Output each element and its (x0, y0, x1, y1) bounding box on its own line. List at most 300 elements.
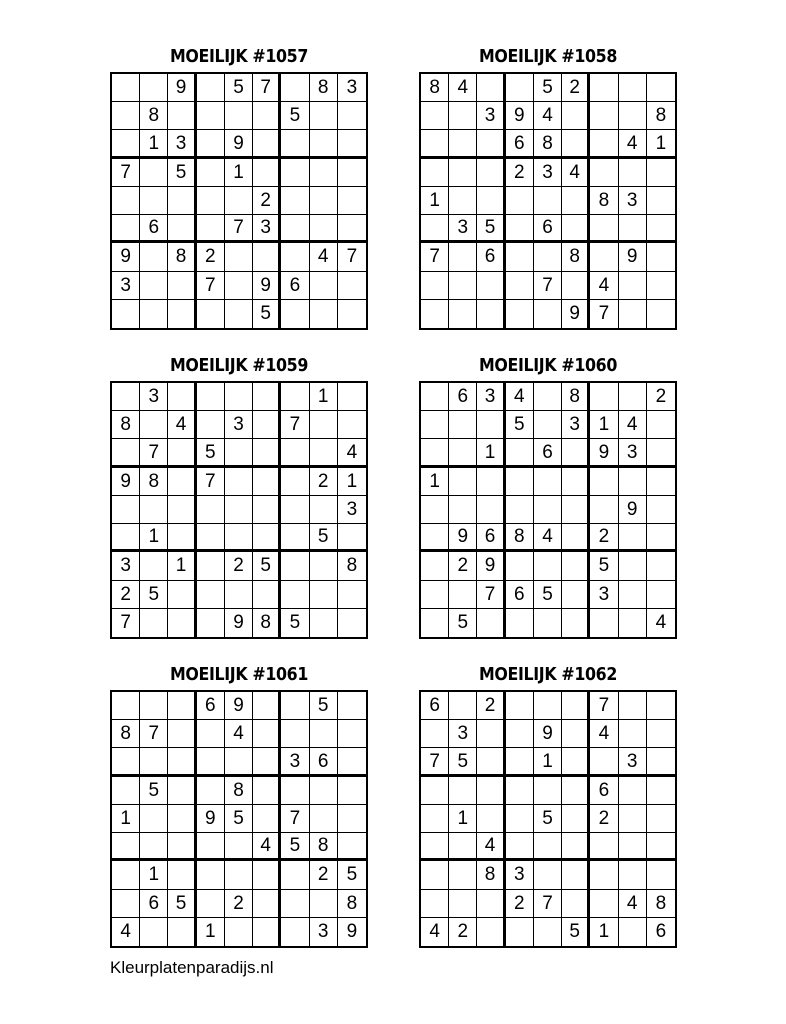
sudoku-cell[interactable] (506, 609, 534, 637)
sudoku-cell[interactable]: 6 (140, 215, 168, 243)
sudoku-cell[interactable]: 7 (140, 439, 168, 467)
sudoku-cell[interactable]: 7 (281, 411, 309, 439)
sudoku-cell[interactable] (506, 918, 534, 946)
sudoku-cell[interactable]: 3 (310, 918, 338, 946)
sudoku-cell[interactable] (253, 524, 281, 552)
sudoku-cell[interactable] (421, 805, 449, 833)
sudoku-cell[interactable] (140, 187, 168, 215)
sudoku-cell[interactable]: 7 (112, 159, 140, 187)
sudoku-cell[interactable] (647, 720, 675, 748)
sudoku-cell[interactable] (253, 918, 281, 946)
sudoku-cell[interactable] (310, 581, 338, 609)
sudoku-cell[interactable]: 2 (590, 805, 618, 833)
sudoku-cell[interactable]: 1 (421, 468, 449, 496)
sudoku-cell[interactable] (590, 861, 618, 889)
sudoku-cell[interactable] (281, 215, 309, 243)
sudoku-cell[interactable] (421, 159, 449, 187)
sudoku-cell[interactable] (534, 918, 562, 946)
sudoku-cell[interactable] (112, 74, 140, 102)
sudoku-cell[interactable] (310, 102, 338, 130)
sudoku-cell[interactable]: 5 (534, 581, 562, 609)
sudoku-cell[interactable] (253, 720, 281, 748)
sudoku-cell[interactable] (310, 272, 338, 300)
sudoku-cell[interactable] (477, 890, 505, 918)
sudoku-cell[interactable] (310, 720, 338, 748)
sudoku-cell[interactable] (225, 272, 253, 300)
sudoku-cell[interactable] (168, 748, 196, 776)
sudoku-cell[interactable] (449, 411, 477, 439)
sudoku-cell[interactable] (619, 692, 647, 720)
sudoku-cell[interactable] (421, 552, 449, 580)
sudoku-cell[interactable] (253, 243, 281, 271)
sudoku-cell[interactable] (112, 300, 140, 328)
sudoku-cell[interactable] (506, 300, 534, 328)
sudoku-cell[interactable] (168, 300, 196, 328)
sudoku-cell[interactable] (534, 833, 562, 861)
sudoku-cell[interactable] (449, 581, 477, 609)
sudoku-cell[interactable]: 2 (506, 159, 534, 187)
sudoku-cell[interactable] (562, 609, 590, 637)
sudoku-cell[interactable] (112, 439, 140, 467)
sudoku-cell[interactable] (619, 918, 647, 946)
sudoku-cell[interactable]: 7 (140, 720, 168, 748)
sudoku-cell[interactable] (197, 383, 225, 411)
sudoku-cell[interactable] (197, 524, 225, 552)
sudoku-cell[interactable]: 5 (168, 159, 196, 187)
sudoku-cell[interactable] (647, 439, 675, 467)
sudoku-cell[interactable] (310, 215, 338, 243)
sudoku-cell[interactable] (197, 720, 225, 748)
sudoku-cell[interactable] (619, 833, 647, 861)
sudoku-cell[interactable] (506, 187, 534, 215)
sudoku-cell[interactable] (647, 411, 675, 439)
sudoku-cell[interactable] (281, 552, 309, 580)
sudoku-cell[interactable]: 4 (168, 411, 196, 439)
sudoku-cell[interactable]: 3 (619, 748, 647, 776)
sudoku-cell[interactable]: 1 (140, 524, 168, 552)
sudoku-cell[interactable] (506, 777, 534, 805)
sudoku-cell[interactable] (140, 918, 168, 946)
sudoku-cell[interactable]: 2 (225, 890, 253, 918)
sudoku-cell[interactable] (619, 215, 647, 243)
sudoku-cell[interactable] (310, 805, 338, 833)
sudoku-cell[interactable] (281, 692, 309, 720)
sudoku-cell[interactable]: 5 (449, 609, 477, 637)
sudoku-cell[interactable]: 8 (477, 861, 505, 889)
sudoku-cell[interactable] (225, 918, 253, 946)
sudoku-cell[interactable] (168, 496, 196, 524)
sudoku-cell[interactable] (647, 187, 675, 215)
sudoku-cell[interactable] (647, 692, 675, 720)
sudoku-cell[interactable]: 6 (449, 383, 477, 411)
sudoku-cell[interactable]: 8 (647, 102, 675, 130)
sudoku-cell[interactable] (477, 496, 505, 524)
sudoku-cell[interactable] (477, 411, 505, 439)
sudoku-cell[interactable] (449, 439, 477, 467)
sudoku-cell[interactable]: 5 (590, 552, 618, 580)
sudoku-cell[interactable] (338, 130, 366, 158)
sudoku-cell[interactable] (421, 102, 449, 130)
sudoku-cell[interactable] (647, 552, 675, 580)
sudoku-cell[interactable] (619, 383, 647, 411)
sudoku-cell[interactable] (562, 833, 590, 861)
sudoku-cell[interactable] (281, 861, 309, 889)
sudoku-cell[interactable]: 5 (225, 805, 253, 833)
sudoku-cell[interactable] (338, 720, 366, 748)
sudoku-cell[interactable] (112, 833, 140, 861)
sudoku-cell[interactable]: 5 (449, 748, 477, 776)
sudoku-cell[interactable] (647, 74, 675, 102)
sudoku-cell[interactable] (506, 833, 534, 861)
sudoku-cell[interactable]: 9 (449, 524, 477, 552)
sudoku-cell[interactable] (338, 692, 366, 720)
sudoku-cell[interactable] (310, 609, 338, 637)
sudoku-cell[interactable] (253, 130, 281, 158)
sudoku-cell[interactable] (421, 720, 449, 748)
sudoku-cell[interactable] (197, 130, 225, 158)
sudoku-cell[interactable] (168, 468, 196, 496)
sudoku-cell[interactable] (253, 496, 281, 524)
sudoku-cell[interactable]: 1 (197, 918, 225, 946)
sudoku-cell[interactable] (562, 777, 590, 805)
sudoku-cell[interactable] (281, 130, 309, 158)
sudoku-cell[interactable] (562, 805, 590, 833)
sudoku-cell[interactable] (562, 552, 590, 580)
sudoku-cell[interactable] (449, 159, 477, 187)
sudoku-cell[interactable]: 5 (338, 861, 366, 889)
sudoku-cell[interactable] (197, 74, 225, 102)
sudoku-cell[interactable] (477, 918, 505, 946)
sudoku-cell[interactable] (253, 890, 281, 918)
sudoku-cell[interactable]: 8 (310, 833, 338, 861)
sudoku-cell[interactable]: 7 (197, 468, 225, 496)
sudoku-cell[interactable] (168, 187, 196, 215)
sudoku-cell[interactable] (140, 272, 168, 300)
sudoku-cell[interactable] (253, 805, 281, 833)
sudoku-cell[interactable] (140, 833, 168, 861)
sudoku-cell[interactable] (562, 102, 590, 130)
sudoku-cell[interactable]: 3 (112, 552, 140, 580)
sudoku-cell[interactable] (590, 496, 618, 524)
sudoku-cell[interactable] (112, 524, 140, 552)
sudoku-cell[interactable] (647, 215, 675, 243)
sudoku-cell[interactable] (590, 833, 618, 861)
sudoku-cell[interactable]: 3 (168, 130, 196, 158)
sudoku-cell[interactable]: 3 (590, 581, 618, 609)
sudoku-cell[interactable]: 6 (590, 777, 618, 805)
sudoku-cell[interactable] (168, 524, 196, 552)
sudoku-cell[interactable]: 7 (225, 215, 253, 243)
sudoku-cell[interactable]: 9 (112, 243, 140, 271)
sudoku-cell[interactable]: 2 (197, 243, 225, 271)
sudoku-cell[interactable] (477, 609, 505, 637)
sudoku-cell[interactable] (310, 159, 338, 187)
sudoku-cell[interactable] (421, 383, 449, 411)
sudoku-cell[interactable] (619, 468, 647, 496)
sudoku-cell[interactable] (140, 496, 168, 524)
sudoku-cell[interactable] (197, 159, 225, 187)
sudoku-cell[interactable]: 8 (590, 187, 618, 215)
sudoku-cell[interactable]: 2 (253, 187, 281, 215)
sudoku-cell[interactable]: 2 (477, 692, 505, 720)
sudoku-cell[interactable] (534, 692, 562, 720)
sudoku-cell[interactable]: 4 (619, 130, 647, 158)
sudoku-cell[interactable]: 1 (449, 805, 477, 833)
sudoku-cell[interactable]: 4 (225, 720, 253, 748)
sudoku-cell[interactable]: 5 (534, 805, 562, 833)
sudoku-cell[interactable]: 3 (562, 411, 590, 439)
sudoku-cell[interactable] (112, 383, 140, 411)
sudoku-cell[interactable] (619, 524, 647, 552)
sudoku-cell[interactable]: 1 (590, 918, 618, 946)
sudoku-cell[interactable]: 5 (506, 411, 534, 439)
sudoku-cell[interactable] (281, 300, 309, 328)
sudoku-cell[interactable] (253, 861, 281, 889)
sudoku-cell[interactable] (590, 102, 618, 130)
sudoku-cell[interactable]: 1 (140, 130, 168, 158)
sudoku-cell[interactable]: 3 (477, 383, 505, 411)
sudoku-cell[interactable]: 9 (112, 468, 140, 496)
sudoku-cell[interactable] (590, 243, 618, 271)
sudoku-cell[interactable] (562, 581, 590, 609)
sudoku-cell[interactable]: 4 (421, 918, 449, 946)
sudoku-cell[interactable] (421, 130, 449, 158)
sudoku-cell[interactable] (477, 187, 505, 215)
sudoku-cell[interactable] (647, 272, 675, 300)
sudoku-cell[interactable]: 8 (338, 552, 366, 580)
sudoku-cell[interactable] (506, 272, 534, 300)
sudoku-cell[interactable] (310, 187, 338, 215)
sudoku-cell[interactable]: 1 (534, 748, 562, 776)
sudoku-cell[interactable]: 6 (421, 692, 449, 720)
sudoku-cell[interactable] (168, 272, 196, 300)
sudoku-cell[interactable] (647, 496, 675, 524)
sudoku-cell[interactable] (197, 581, 225, 609)
sudoku-cell[interactable] (112, 748, 140, 776)
sudoku-cell[interactable]: 4 (534, 524, 562, 552)
sudoku-cell[interactable] (506, 468, 534, 496)
sudoku-cell[interactable]: 5 (225, 74, 253, 102)
sudoku-cell[interactable] (225, 861, 253, 889)
sudoku-cell[interactable]: 5 (310, 524, 338, 552)
sudoku-cell[interactable]: 9 (506, 102, 534, 130)
sudoku-cell[interactable] (590, 609, 618, 637)
sudoku-cell[interactable] (253, 581, 281, 609)
sudoku-cell[interactable] (168, 720, 196, 748)
sudoku-cell[interactable]: 3 (449, 720, 477, 748)
sudoku-cell[interactable] (140, 243, 168, 271)
sudoku-cell[interactable]: 4 (112, 918, 140, 946)
sudoku-cell[interactable]: 1 (310, 383, 338, 411)
sudoku-cell[interactable]: 8 (112, 720, 140, 748)
sudoku-cell[interactable] (619, 102, 647, 130)
sudoku-cell[interactable] (197, 609, 225, 637)
sudoku-cell[interactable] (168, 692, 196, 720)
sudoku-cell[interactable] (140, 748, 168, 776)
sudoku-cell[interactable] (534, 187, 562, 215)
sudoku-cell[interactable]: 6 (310, 748, 338, 776)
sudoku-cell[interactable]: 5 (477, 215, 505, 243)
sudoku-cell[interactable] (477, 130, 505, 158)
sudoku-cell[interactable] (338, 411, 366, 439)
sudoku-cell[interactable] (449, 468, 477, 496)
sudoku-cell[interactable] (421, 272, 449, 300)
sudoku-cell[interactable]: 5 (281, 102, 309, 130)
sudoku-cell[interactable]: 2 (562, 74, 590, 102)
sudoku-cell[interactable] (310, 130, 338, 158)
sudoku-cell[interactable] (647, 777, 675, 805)
sudoku-cell[interactable] (168, 215, 196, 243)
sudoku-cell[interactable] (590, 159, 618, 187)
sudoku-cell[interactable] (619, 300, 647, 328)
sudoku-cell[interactable]: 6 (534, 439, 562, 467)
sudoku-cell[interactable] (168, 609, 196, 637)
sudoku-cell[interactable] (619, 609, 647, 637)
sudoku-cell[interactable]: 8 (338, 890, 366, 918)
sudoku-cell[interactable]: 3 (619, 187, 647, 215)
sudoku-cell[interactable]: 8 (647, 890, 675, 918)
sudoku-cell[interactable] (225, 102, 253, 130)
sudoku-cell[interactable] (590, 890, 618, 918)
sudoku-cell[interactable] (421, 524, 449, 552)
sudoku-cell[interactable] (140, 805, 168, 833)
sudoku-cell[interactable] (562, 861, 590, 889)
sudoku-cell[interactable] (281, 890, 309, 918)
sudoku-cell[interactable] (197, 187, 225, 215)
sudoku-cell[interactable]: 8 (253, 609, 281, 637)
sudoku-cell[interactable] (281, 777, 309, 805)
sudoku-cell[interactable] (168, 439, 196, 467)
sudoku-cell[interactable]: 1 (590, 411, 618, 439)
sudoku-cell[interactable]: 5 (140, 581, 168, 609)
sudoku-cell[interactable] (338, 609, 366, 637)
sudoku-cell[interactable] (338, 833, 366, 861)
sudoku-cell[interactable]: 2 (449, 918, 477, 946)
sudoku-cell[interactable]: 8 (421, 74, 449, 102)
sudoku-cell[interactable] (562, 468, 590, 496)
sudoku-cell[interactable]: 5 (281, 833, 309, 861)
sudoku-cell[interactable]: 9 (477, 552, 505, 580)
sudoku-cell[interactable]: 4 (562, 159, 590, 187)
sudoku-cell[interactable] (449, 272, 477, 300)
sudoku-cell[interactable] (421, 777, 449, 805)
sudoku-cell[interactable] (647, 243, 675, 271)
sudoku-cell[interactable]: 7 (112, 609, 140, 637)
sudoku-cell[interactable] (647, 300, 675, 328)
sudoku-cell[interactable] (619, 552, 647, 580)
sudoku-cell[interactable]: 8 (310, 74, 338, 102)
sudoku-cell[interactable]: 6 (655, 921, 667, 943)
sudoku-cell[interactable]: 5 (281, 609, 309, 637)
sudoku-cell[interactable] (112, 130, 140, 158)
sudoku-cell[interactable]: 4 (590, 720, 618, 748)
sudoku-cell[interactable]: 2 (112, 581, 140, 609)
sudoku-cell[interactable] (225, 496, 253, 524)
sudoku-cell[interactable] (421, 581, 449, 609)
sudoku-cell[interactable]: 8 (112, 411, 140, 439)
sudoku-cell[interactable] (168, 777, 196, 805)
sudoku-cell[interactable] (338, 524, 366, 552)
sudoku-cell[interactable]: 3 (281, 748, 309, 776)
sudoku-cell[interactable]: 8 (562, 383, 590, 411)
sudoku-cell[interactable]: 4 (477, 833, 505, 861)
sudoku-cell[interactable] (225, 187, 253, 215)
sudoku-cell[interactable] (562, 215, 590, 243)
sudoku-cell[interactable] (281, 74, 309, 102)
sudoku-cell[interactable] (619, 805, 647, 833)
sudoku-cell[interactable]: 8 (140, 102, 168, 130)
sudoku-cell[interactable]: 7 (534, 890, 562, 918)
sudoku-cell[interactable] (338, 748, 366, 776)
sudoku-cell[interactable] (534, 861, 562, 889)
sudoku-cell[interactable]: 1 (112, 805, 140, 833)
sudoku-cell[interactable] (253, 468, 281, 496)
sudoku-cell[interactable] (619, 581, 647, 609)
sudoku-cell[interactable] (562, 272, 590, 300)
sudoku-cell[interactable] (338, 215, 366, 243)
sudoku-cell[interactable] (647, 581, 675, 609)
sudoku-cell[interactable]: 6 (140, 890, 168, 918)
sudoku-cell[interactable] (225, 748, 253, 776)
sudoku-cell[interactable] (197, 300, 225, 328)
sudoku-cell[interactable] (253, 439, 281, 467)
sudoku-cell[interactable] (421, 861, 449, 889)
sudoku-cell[interactable] (112, 890, 140, 918)
sudoku-cell[interactable]: 6 (281, 272, 309, 300)
sudoku-cell[interactable] (168, 581, 196, 609)
sudoku-cell[interactable] (477, 748, 505, 776)
sudoku-cell[interactable] (562, 496, 590, 524)
sudoku-cell[interactable]: 4 (590, 272, 618, 300)
sudoku-cell[interactable] (449, 102, 477, 130)
sudoku-cell[interactable] (281, 496, 309, 524)
sudoku-cell[interactable] (338, 805, 366, 833)
sudoku-cell[interactable] (477, 777, 505, 805)
sudoku-cell[interactable]: 3 (140, 383, 168, 411)
sudoku-cell[interactable]: 2 (310, 861, 338, 889)
sudoku-cell[interactable] (477, 468, 505, 496)
sudoku-cell[interactable]: 3 (506, 861, 534, 889)
sudoku-cell[interactable] (310, 890, 338, 918)
sudoku-cell[interactable] (310, 300, 338, 328)
sudoku-cell[interactable]: 9 (253, 272, 281, 300)
sudoku-cell[interactable] (590, 383, 618, 411)
sudoku-cell[interactable] (197, 411, 225, 439)
sudoku-cell[interactable] (449, 300, 477, 328)
sudoku-cell[interactable] (647, 805, 675, 833)
sudoku-cell[interactable] (449, 130, 477, 158)
sudoku-cell[interactable] (421, 496, 449, 524)
sudoku-cell[interactable] (225, 243, 253, 271)
sudoku-cell[interactable] (338, 581, 366, 609)
sudoku-cell[interactable] (168, 918, 196, 946)
sudoku-cell[interactable] (225, 439, 253, 467)
sudoku-cell[interactable] (449, 496, 477, 524)
sudoku-cell[interactable] (647, 861, 675, 889)
sudoku-cell[interactable] (647, 468, 675, 496)
sudoku-cell[interactable] (506, 243, 534, 271)
sudoku-cell[interactable]: 4 (310, 243, 338, 271)
sudoku-cell[interactable] (225, 524, 253, 552)
sudoku-cell[interactable] (477, 74, 505, 102)
sudoku-cell[interactable] (449, 777, 477, 805)
sudoku-cell[interactable] (253, 159, 281, 187)
sudoku-cell[interactable] (534, 777, 562, 805)
sudoku-cell[interactable]: 8 (140, 468, 168, 496)
sudoku-cell[interactable]: 5 (534, 74, 562, 102)
sudoku-cell[interactable]: 2 (506, 890, 534, 918)
sudoku-cell[interactable] (140, 692, 168, 720)
